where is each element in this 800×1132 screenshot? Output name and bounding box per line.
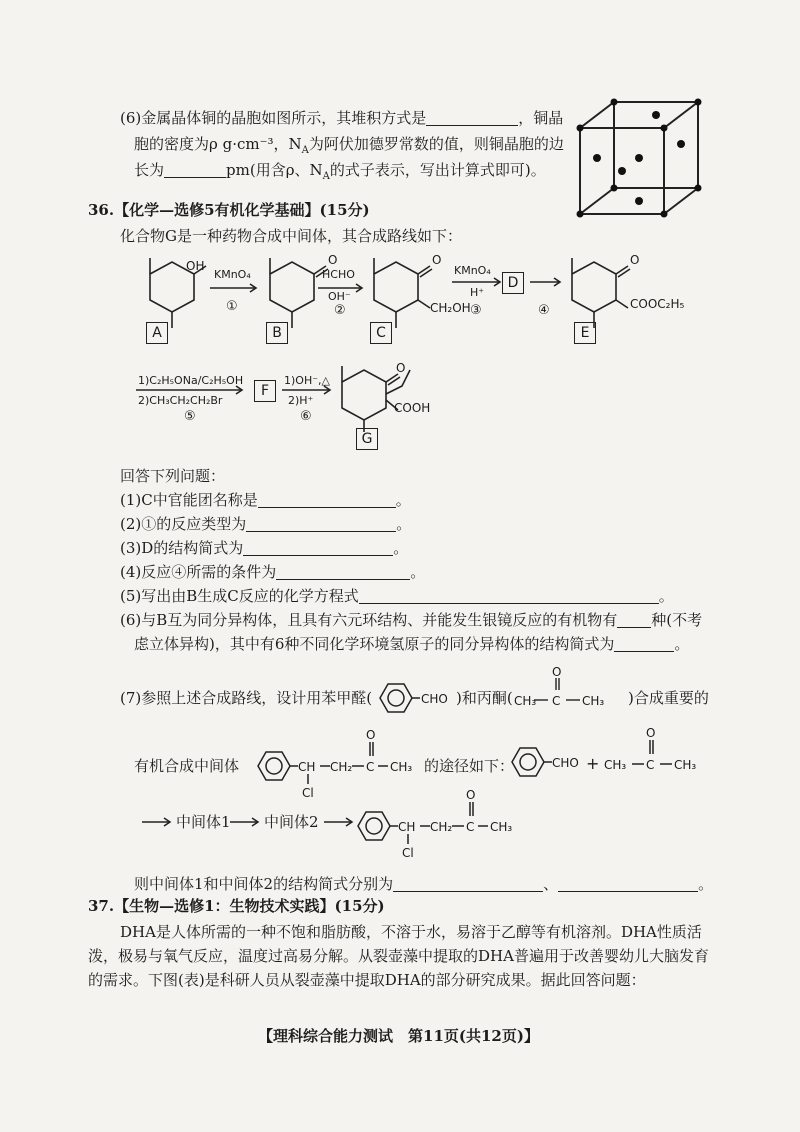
svg-text:+: + xyxy=(586,754,600,773)
q36-p6b: 虑立体异构)，其中有6种不同化学环境氢原子的同分异构体的结构简式为 。 xyxy=(134,635,690,653)
svg-text:O: O xyxy=(552,665,562,679)
svg-text:CH: CH xyxy=(298,760,316,774)
q36-p7a-mid: )和丙酮( xyxy=(456,689,513,707)
svg-text:CH₃: CH₃ xyxy=(604,758,627,772)
svg-text:KMnO₄: KMnO₄ xyxy=(454,264,491,277)
svg-text:②: ② xyxy=(334,303,346,318)
svg-text:O: O xyxy=(630,253,640,267)
q36-p7a-tail: )合成重要的 xyxy=(628,689,709,707)
route-product-structure xyxy=(354,786,524,862)
q37-line1: DHA是人体所需的一种不饱和脂肪酸，不溶于水，易溶于乙醇等有机溶剂。DHA性质活 xyxy=(120,923,702,941)
synthesis-scheme-row1 xyxy=(130,252,750,362)
svg-text:CH: CH xyxy=(398,820,416,834)
svg-text:CH₃: CH₃ xyxy=(674,758,697,772)
svg-text:Cl: Cl xyxy=(302,786,314,800)
svg-text:③: ③ xyxy=(470,303,482,318)
label-F: F xyxy=(254,380,276,402)
svg-text:HCHO: HCHO xyxy=(322,268,355,281)
svg-text:OH⁻: OH⁻ xyxy=(328,290,351,303)
crystal-cell-diagram xyxy=(572,96,712,220)
label-E: E xyxy=(574,322,596,344)
svg-text:2)CH₃CH₂CH₂Br: 2)CH₃CH₂CH₂Br xyxy=(138,394,223,407)
page-footer: 【理科综合能力测试 第11页(共12页)】 xyxy=(258,1027,539,1045)
route-intermediate-2: 中间体2 xyxy=(264,813,319,831)
svg-text:CH₂OH: CH₂OH xyxy=(430,301,471,315)
q36-p5: (5)写出由B生成C反应的化学方程式 。 xyxy=(120,587,674,605)
svg-text:O: O xyxy=(466,788,476,802)
svg-text:COOC₂H₅: COOC₂H₅ xyxy=(630,297,685,311)
label-C: C xyxy=(370,322,392,344)
svg-text:CH₃: CH₃ xyxy=(514,694,537,708)
q36-p2: (2)①的反应类型为 。 xyxy=(120,515,412,533)
svg-text:1)OH⁻,△: 1)OH⁻,△ xyxy=(284,374,330,387)
svg-text:O: O xyxy=(366,728,376,742)
q37-title: 37.【生物—选修1：生物技术实践】(15分) xyxy=(88,897,385,915)
svg-text:CHO: CHO xyxy=(552,756,579,770)
q36-p7b-tail: 的途径如下： xyxy=(424,757,515,775)
svg-text:2)H⁺: 2)H⁺ xyxy=(288,394,314,407)
svg-text:④: ④ xyxy=(538,303,550,318)
q36-p7d: 则中间体1和中间体2的结构简式分别为 、 。 xyxy=(134,875,714,893)
synthesis-scheme-row2 xyxy=(130,362,450,432)
svg-text:CH₃: CH₃ xyxy=(490,820,513,834)
svg-text:O: O xyxy=(396,362,406,375)
svg-text:O: O xyxy=(646,726,656,740)
svg-text:CH₂: CH₂ xyxy=(330,760,353,774)
q36-p7b-head: 有机合成中间体 xyxy=(134,757,240,775)
q36-p4: (4)反应④所需的条件为 。 xyxy=(120,563,426,581)
svg-text:C: C xyxy=(646,758,655,772)
svg-text:O: O xyxy=(432,253,442,267)
q36-p6a: (6)与B互为同分异构体，且具有六元环结构、并能发生银镜反应的有机物有 种(不考 xyxy=(120,611,703,629)
svg-text:KMnO₄: KMnO₄ xyxy=(214,268,251,281)
svg-text:⑤: ⑤ xyxy=(184,409,196,424)
q6-line3: 长为 pm(用含ρ、$N_A$的式子表示，写出计算式即可)。 xyxy=(134,161,546,182)
svg-text:①: ① xyxy=(226,299,238,314)
label-D: D xyxy=(502,272,524,294)
label-G: G xyxy=(356,428,378,450)
q36-title: 36.【化学—选修5有机化学基础】(15分) xyxy=(88,201,370,219)
svg-text:1)C₂H₅ONa/C₂H₅OH: 1)C₂H₅ONa/C₂H₅OH xyxy=(138,374,244,387)
svg-text:Cl: Cl xyxy=(402,846,414,860)
q6-line1: (6)金属晶体铜的晶胞如图所示，其堆积方式是 ，铜晶 xyxy=(120,109,564,127)
svg-text:C: C xyxy=(466,820,475,834)
svg-text:H⁺: H⁺ xyxy=(470,286,485,299)
svg-text:CHO: CHO xyxy=(421,692,448,706)
route-intermediate-1: 中间体1 xyxy=(176,813,231,831)
label-B: B xyxy=(266,322,288,344)
q37-line2: 泼，极易与氧气反应，温度过高易分解。从裂壶藻中提取的DHA普遍用于改善婴幼儿大脑发育 xyxy=(88,947,709,965)
acetone-structure xyxy=(514,664,626,710)
svg-text:CH₂: CH₂ xyxy=(430,820,453,834)
reactants-structure xyxy=(508,722,698,782)
svg-text:⑥: ⑥ xyxy=(300,409,312,424)
q36-p3: (3)D的结构简式为 。 xyxy=(120,539,409,557)
svg-text:O: O xyxy=(328,253,338,267)
answer-intro: 回答下列问题： xyxy=(120,467,226,485)
q36-intro: 化合物G是一种药物合成中间体，其合成路线如下： xyxy=(120,227,462,245)
svg-text:OH: OH xyxy=(186,259,205,273)
svg-text:COOH: COOH xyxy=(394,401,431,415)
q37-line3: 的需求。下图(表)是科研人员从裂壶藻中提取DHA的部分研究成果。据此回答问题： xyxy=(88,971,646,989)
svg-text:C: C xyxy=(366,760,375,774)
benzaldehyde-structure xyxy=(374,676,454,720)
q6-line2: 胞的密度为ρ g·cm⁻³，$N_A$为阿伏加德罗常数的值，则铜晶胞的边 xyxy=(134,135,564,156)
svg-text:CH₃: CH₃ xyxy=(390,760,413,774)
q36-p7a-head: (7)参照上述合成路线，设计用苯甲醛( xyxy=(120,689,373,707)
q36-p1: (1)C中官能团名称是 。 xyxy=(120,491,411,509)
svg-text:C: C xyxy=(552,694,561,708)
label-A: A xyxy=(146,322,168,344)
svg-text:CH₃: CH₃ xyxy=(582,694,605,708)
